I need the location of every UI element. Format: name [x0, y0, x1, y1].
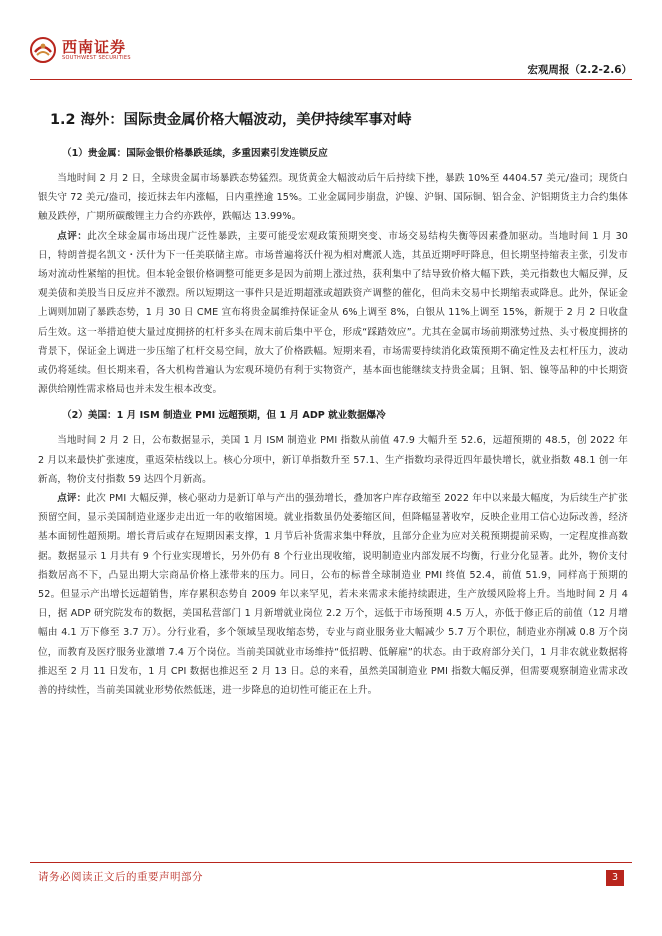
- brand-name-en: SOUTHWEST SECURITIES: [62, 54, 131, 61]
- comment-text: 此次 PMI 大幅反弹，核心驱动力是新订单与产出的强劲增长，叠加客户库存政缩至 2022 年中以来最大幅度，为后续生产扩张预留空间，显示美国制造业逐步走出近一年的收缩困境。就业指数虽仍处萎缩区间，但降幅显著收窄，反映企业用工信心边际改善，经济基本面韧性超预期。增长背后或存在短期因素支撑，1 月节后补货需求集中释放，且部分企业为应对关税预期提前采购，一定程度推高数据。数据显示 1 月共有 9 个行业实现增长，另外仍有 8 个行业出现收缩，说明制造业内部发展不均衡，行业分化显著。此外，物价支付指数居高不下，凸显出期大宗商品价格上涨带来的压力。同日，公布的标普全球制造业 PMI 终值 52.4，前值 51.9，同样高于预期的 52。但显示产出增长远超销售，库存累积态势自 2009 年以来罕见，若未来需求未能持续跟进，生产放缓风险将上升。当地时间 2 月 4 日，据 ADP 研究院发布的数据，美国私营部门 1 月新增就业岗位 2.2 万个，远低于市场预期 4.5 万人，亦低于修正后的前值（12 月增幅由 4.1 万下修至 3.7 万）。分行业看，多个领域呈现收缩态势，专业与商业服务业大幅减少 5.7 万个职位，制造业亦削减 0.8 万个岗位，而教育及医疗服务业激增 7.4 万个岗位。当前美国就业市场维持“低招聘、低解雇”的状态。由于政府部分关门，1 月非农就业数据将推迟至 2 月 11 日发布，1 月 CPI 数据也推迟至 2 月 13 日。总的来看，虽然美国制造业 PMI 指数大幅反弹，但需要观察制造业需求改善的持续性，当前美国就业形势依然低迷，进一步降息的迫切性可能正在上升。: [38, 493, 628, 697]
- page-number: 3: [606, 870, 624, 886]
- page-content: [38, 108, 628, 700]
- subsection-title-us-data: （2）美国：1 月 ISM 制造业 PMI 远超预期，但 1 月 ADP 就业数据爆冷: [62, 410, 386, 422]
- comment-label: 点评：: [57, 230, 88, 242]
- comment-label: 点评：: [57, 493, 87, 505]
- footer-disclaimer: 请务必阅读正文后的重要声明部分: [38, 871, 203, 883]
- subsection-title-precious-metals: （1）贵金属：国际金银价格暴跌延续，多重因素引发连锁反应: [62, 148, 328, 159]
- paragraph-us-pmi-comment: [38, 489, 628, 700]
- brand-name-cn: 西南证券: [62, 37, 127, 56]
- brand-logo-icon: [30, 37, 56, 63]
- paragraph-precious-metals-news: 当地时间 2 月 2 日，全球贵金属市场暴跌态势猛烈。现货黄金大幅波动后午后持续下挫，暴跌 10%至 4404.57 美元/盎司；现货白银失守 72 美元/盎司，接近抹去年内涨幅，日内重挫逾 15%。工业金属同步崩盘，沪镍、沪铜、国际铜、铝合金、沪铝期货主力合约集体触及跌停，广期所碳酸锂主力合约亦跌停，跌幅达 13.99%。: [38, 173, 628, 223]
- header-divider: [30, 79, 632, 80]
- report-tag: 宏观周报（2.2-2.6）: [527, 64, 632, 76]
- paragraph-us-pmi-news: 当地时间 2 月 2 日，公布数据显示，美国 1 月 ISM 制造业 PMI 指数从前值 47.9 大幅升至 52.6，远超预期的 48.5，创 2022 年 2 月以来最快扩张速度，重返荣枯线以上。核心分项中，新订单指数升至 57.1、生产指数均录得近四年最快增长，就业指数 48.1 创一年新高，物价支付指数 59 达四个月新高。: [38, 435, 628, 485]
- paragraph-precious-metals-comment: [38, 227, 628, 400]
- page-header: [0, 0, 662, 80]
- comment-text: 此次全球金属市场出现广泛性暴跌，主要可能受宏观政策预期突变、市场交易结构失衡等因素叠加驱动。当地时间 1 月 30 日，特朗普提名凯文・沃什为下一任美联储主席。市场普遍将沃什视为相对鹰派人选，其虽近期呼吁降息，但长期坚持缩表主张，引发市场对流动性紧缩的担忧。但本轮金银价格调整可能更多是因为前期上涨过热，获利集中了结导致价格大幅下跌，美元指数也大幅反弹，反观美债和美股当日反应并不激烈。所以短期这一事件只是近期超涨或超跌资产调整的催化，但尚未交易中长期缩表或降息。此外，保证金上调则加剧了暴跌态势，1 月 30 日 CME 宣布将贵金属维持保证金从 6%上调至 8%，白银从 11%上调至 15%，新规于 2 月 2 日收盘后生效。这一举措迫使大量过度拥挤的杠杆多头在周末前后集中平仓，形成“踩踏效应”。尤其在金属市场前期涨势过热、头寸极度拥挤的背景下，保证金上调进一步压缩了杠杆交易空间，放大了价格跌幅。短期来看，市场需要持续消化政策预期不确定性及去杠杆压力，波动或仍将延续。但长期来看，各大机构普遍认为宏观环境仍有利于实物资产，基本面也能继续支持贵金属；且铜、铝、镍等品种的中长期资源供给刚性需求格局也并未发生根本改变。: [38, 230, 628, 396]
- section-title: 1.2 海外：国际贵金属价格大幅波动，美伊持续军事对峙: [50, 112, 412, 128]
- brand-logo: [30, 36, 131, 64]
- footer-divider: [30, 862, 632, 863]
